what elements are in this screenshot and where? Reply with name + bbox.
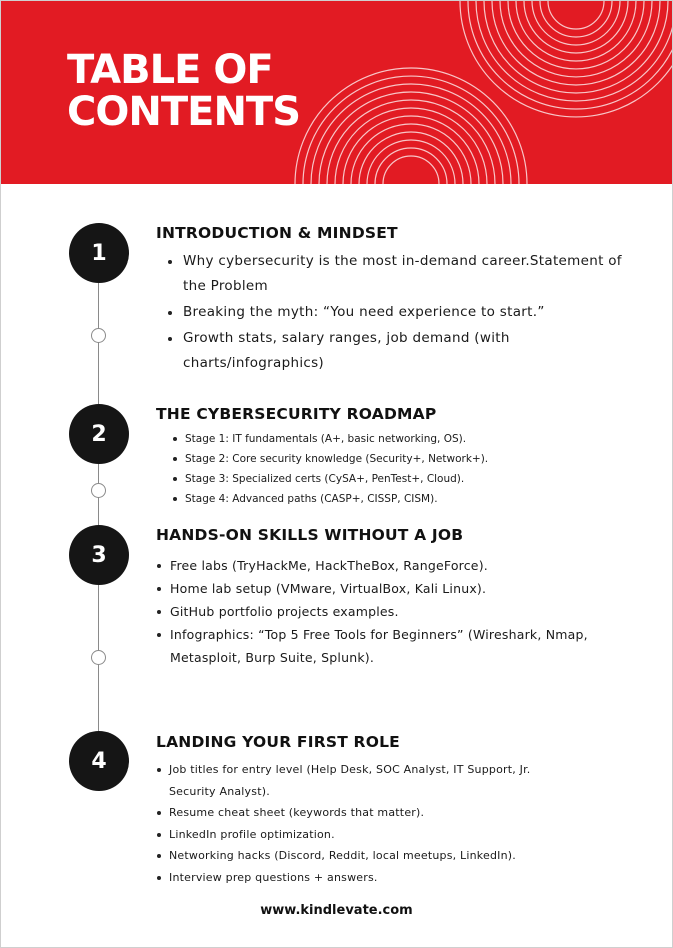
section-number-3: 3 — [69, 525, 129, 585]
title-line-1: TABLE OF — [67, 47, 273, 93]
section-number-1: 1 — [69, 223, 129, 283]
list-item: Job titles for entry level (Help Desk, SOC Analyst, IT Support, Jr. Security Analyst). — [156, 759, 556, 802]
timeline-marker — [91, 328, 106, 343]
section-title: HANDS-ON SKILLS WITHOUT A JOB — [156, 526, 464, 544]
section-hands-on-skills — [156, 525, 636, 669]
list-item: Home lab setup (VMware, VirtualBox, Kali Linux). — [156, 577, 636, 600]
list-item: Why cybersecurity is the most in-demand career.Statement of the Problem — [156, 249, 636, 299]
section-introduction — [156, 223, 636, 377]
footer-website: www.kindlevate.com — [260, 903, 413, 918]
section-number-4: 4 — [69, 731, 129, 791]
section-title: INTRODUCTION & MINDSET — [156, 224, 398, 242]
header-banner — [1, 1, 672, 184]
section-title: LANDING YOUR FIRST ROLE — [156, 733, 400, 751]
list-item: Free labs (TryHackMe, HackTheBox, RangeForce). — [156, 554, 636, 577]
section-item-list — [156, 554, 636, 669]
list-item: Stage 3: Specialized certs (CySA+, PenTest+, Cloud). — [156, 469, 636, 489]
list-item: Stage 1: IT fundamentals (A+, basic networking, OS). — [156, 429, 636, 449]
list-item: Networking hacks (Discord, Reddit, local meetups, LinkedIn). — [156, 845, 556, 867]
section-number-2: 2 — [69, 404, 129, 464]
page-title — [67, 49, 300, 133]
section-title: THE CYBERSECURITY ROADMAP — [156, 405, 437, 423]
section-item-list — [156, 429, 636, 509]
section-roadmap — [156, 404, 636, 509]
list-item: Infographics: “Top 5 Free Tools for Beginners” (Wireshark, Nmap, Metasploit, Burp Suite, Splunk). — [156, 623, 636, 669]
list-item: Stage 2: Core security knowledge (Security+, Network+). — [156, 449, 636, 469]
section-item-list — [156, 759, 556, 888]
list-item: LinkedIn profile optimization. — [156, 824, 556, 846]
list-item: Resume cheat sheet (keywords that matter). — [156, 802, 556, 824]
timeline-marker — [91, 483, 106, 498]
title-line-2: CONTENTS — [67, 89, 301, 135]
list-item: Stage 4: Advanced paths (CASP+, CISSP, CISM). — [156, 489, 636, 509]
timeline-marker — [91, 650, 106, 665]
list-item: Growth stats, salary ranges, job demand (with charts/infographics) — [156, 326, 636, 376]
list-item: Breaking the myth: “You need experience to start.” — [156, 300, 636, 325]
list-item: GitHub portfolio projects examples. — [156, 600, 636, 623]
section-first-role — [156, 732, 556, 888]
section-item-list — [156, 249, 636, 376]
list-item: Interview prep questions + answers. — [156, 867, 556, 889]
